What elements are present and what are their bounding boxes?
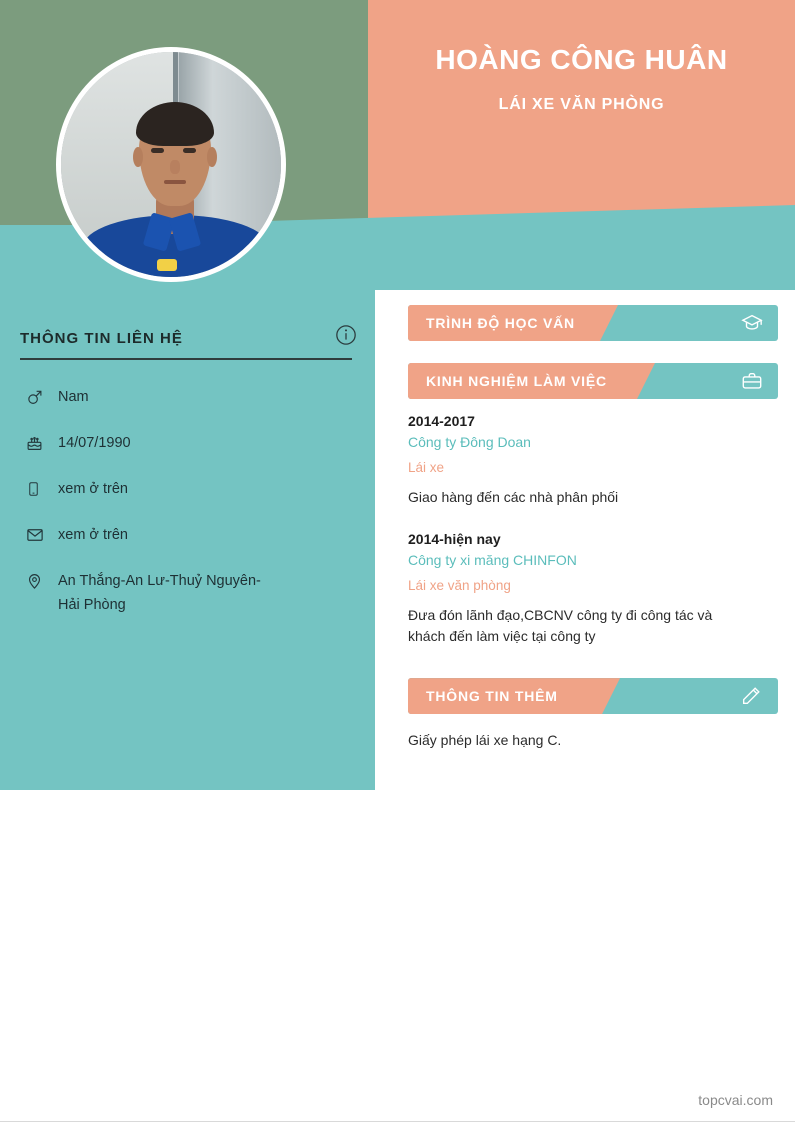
contact-value-birthday: 14/07/1990 bbox=[58, 435, 131, 451]
section-experience-bar bbox=[408, 363, 778, 399]
section-education-bar bbox=[408, 305, 778, 341]
cv-main-content bbox=[408, 305, 778, 752]
avatar-image bbox=[61, 52, 281, 277]
contact-value-phone: xem ở trên bbox=[58, 481, 128, 497]
contact-item-gender bbox=[26, 386, 356, 412]
experience-description: Đưa đón lãnh đạo,CBCNV công ty đi công tác và khách đến làm việc tại công ty bbox=[408, 606, 713, 645]
graduation-cap-icon bbox=[740, 312, 764, 334]
contact-section-title: THÔNG TIN LIÊN HỆ bbox=[20, 330, 183, 347]
location-pin-icon bbox=[26, 570, 58, 596]
avatar bbox=[56, 47, 286, 282]
experience-role: Lái xe bbox=[408, 460, 445, 475]
email-icon bbox=[26, 524, 58, 550]
candidate-name: HOÀNG CÔNG HUÂN bbox=[435, 44, 728, 75]
experience-period: 2014-hiện nay bbox=[408, 530, 501, 547]
section-experience-label: KINH NGHIỆM LÀM VIỆC bbox=[426, 373, 607, 389]
contact-sidebar bbox=[0, 290, 375, 790]
contact-item-birthday bbox=[26, 432, 356, 458]
contact-item-phone bbox=[26, 478, 356, 504]
extra-info-text: Giấy phép lái xe hạng C. bbox=[408, 732, 562, 749]
phone-icon bbox=[26, 478, 58, 504]
experience-role: Lái xe văn phòng bbox=[408, 577, 511, 593]
contact-list bbox=[26, 386, 356, 638]
experience-period: 2014-2017 bbox=[408, 413, 475, 429]
contact-divider bbox=[20, 358, 352, 360]
watermark: topcvai.com bbox=[698, 1092, 773, 1108]
contact-item-address bbox=[26, 570, 356, 618]
experience-entry-2 bbox=[408, 531, 778, 648]
birthday-cake-icon bbox=[26, 432, 58, 458]
experience-company: Công ty xi măng CHINFON bbox=[408, 551, 577, 568]
section-education-label: TRÌNH ĐỘ HỌC VẤN bbox=[426, 315, 575, 331]
experience-entry-1 bbox=[408, 413, 778, 509]
cv-header bbox=[0, 0, 795, 290]
experience-description: Giao hàng đến các nhà phân phối bbox=[408, 489, 619, 505]
footer-divider bbox=[0, 1121, 795, 1122]
contact-value-address: An Thắng-An Lư-Thuỷ Nguyên-Hải Phòng bbox=[58, 573, 261, 613]
experience-company: Công ty Đông Doan bbox=[408, 434, 531, 450]
contact-header bbox=[20, 330, 355, 348]
gender-icon bbox=[26, 386, 58, 412]
contact-value-email: xem ở trên bbox=[58, 527, 128, 543]
contact-value-gender: Nam bbox=[58, 389, 89, 405]
pencil-icon bbox=[740, 685, 764, 707]
info-icon bbox=[335, 324, 357, 346]
contact-item-email bbox=[26, 524, 356, 550]
briefcase-icon bbox=[740, 370, 764, 392]
candidate-job-title: LÁI XE VĂN PHÒNG bbox=[498, 96, 665, 113]
section-extra-bar bbox=[408, 678, 778, 714]
section-extra-label: THÔNG TIN THÊM bbox=[426, 688, 558, 705]
